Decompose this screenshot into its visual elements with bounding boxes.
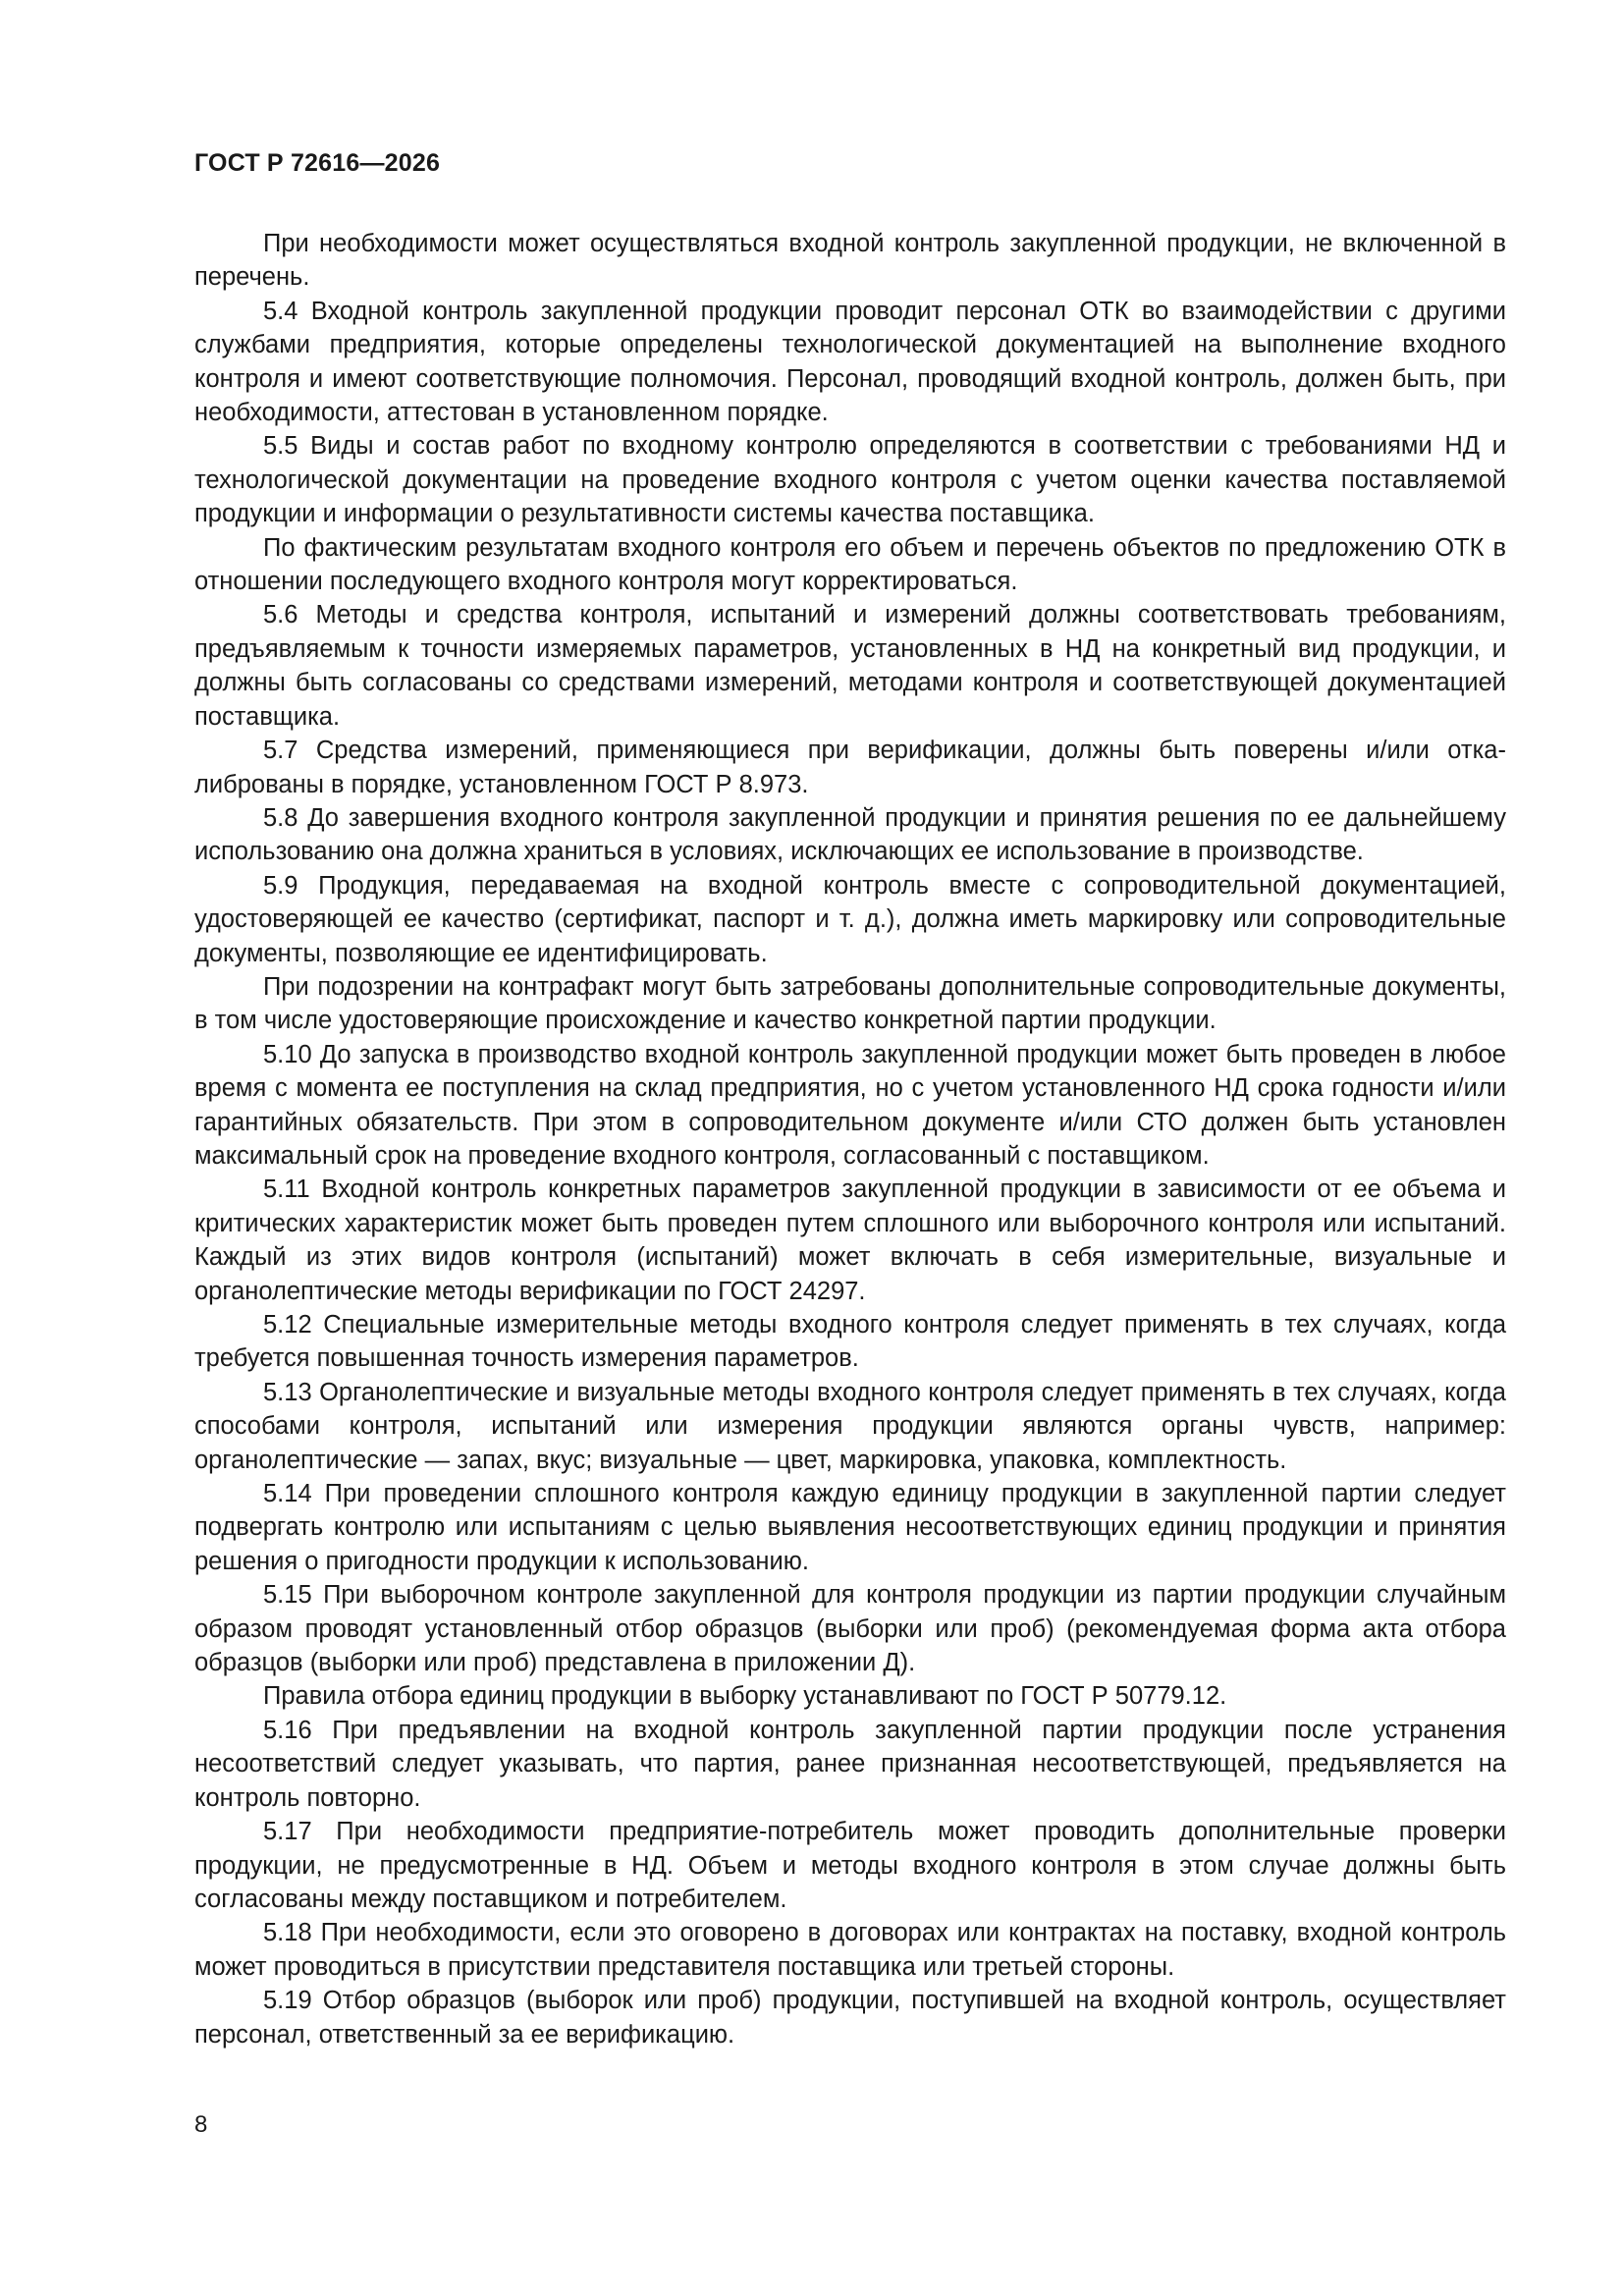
clause-5-19: 5.19 Отбор образцов (выборок или проб) продукции, поступившей на входной контроль, осуществляет персонал, ответственный за ее верификацию. <box>194 1987 1506 2049</box>
paragraph: По фактическим результатам входного контроля его объем и перечень объектов по предложению ОТК в отношении последующего входного контроля могут корректироваться. <box>194 533 1506 596</box>
body-text <box>194 227 1506 2051</box>
clause-5-10: 5.10 До запуска в производство входной контроль закупленной продукции может быть проведен в любое время с момента ее поступления на склад предприятия, но с учетом установленного НД срока годности и/или гарантийных обязательств. При этом в сопроводительном документе и/или СТО должен быть установлен максимальный срок на проведение входного контроля, согласованный с поставщиком. <box>194 1040 1506 1170</box>
paragraph: Правила отбора единиц продукции в выборку устанавливают по ГОСТ Р 50779.12. <box>263 1682 1227 1711</box>
clause-5-6: 5.6 Методы и средства контроля, испытаний и измерений должны соответствовать требованиям, предъявляемым к точности измеряемых параметров, установленных в НД на конкретный вид продукции, и должны быть согласованы со средствами измерений, методами контроля и соответствующей документацией поставщика. <box>194 601 1506 731</box>
clause-5-16: 5.16 При предъявлении на входной контроль закупленной партии продукции после устранения несоответствий следует указывать, что партия, ранее признанная несоответствующей, предъявляется на контроль повторно. <box>194 1716 1506 1812</box>
paragraph: При подозрении на контрафакт могут быть затребованы дополнительные сопроводительные документы, в том числе удостоверяющие происхождение и качество конкретной партии продукции. <box>194 972 1506 1035</box>
clause-5-11: 5.11 Входной контроль конкретных параметров закупленной продукции в зависимости от ее объема и критических характеристик может быть проведен путем сплошного или выборочного контроля или испытаний. Каждый из этих видов контроля (испытаний) может включать в себя измерительные, визуальные и органолептические методы верификации по ГОСТ 24297. <box>194 1175 1506 1305</box>
clause-5-13: 5.13 Органолептические и визуальные методы входного контроля следует применять в тех случаях, когда способами контроля, испытаний или измерения продукции являются органы чувств, например: органолептические — запах, вкус; визуальные — цвет, маркировка, упаковка, комплектность. <box>194 1378 1506 1474</box>
clause-5-12: 5.12 Специальные измерительные методы входного контроля следует применять в тех случаях, когда требуется повышенная точность измерения параметров. <box>194 1311 1506 1373</box>
page-number: 8 <box>194 2111 208 2138</box>
clause-5-4: 5.4 Входной контроль закупленной продукции проводит персонал ОТК во взаимодействии с другими службами предприятия, которые определены технологической документацией на выполнение входного контроля и имеют соответствующие полномочия. Персонал, проводящий входной контроль, должен быть, при необходимости, аттестован в установленном порядке. <box>194 297 1506 427</box>
clause-5-18: 5.18 При необходимости, если это оговорено в договорах или контрактах на поставку, входной контроль может проводиться в присутствии представителя поставщика или третьей стороны. <box>194 1919 1506 1981</box>
clause-5-8: 5.8 До завершения входного контроля закупленной продукции и принятия решения по ее дальнейшему использованию она должна храниться в условиях, исключающих ее использование в производстве. <box>194 803 1506 866</box>
clause-5-15: 5.15 При выборочном контроле закупленной для контроля продукции из партии продукции случайным образом проводят установленный отбор образцов (выборки или проб) (рекомендуемая форма акта отбора образцов (выборки или проб) представлена в приложении Д). <box>194 1581 1506 1677</box>
clause-5-14: 5.14 При проведении сплошного контроля каждую единицу продукции в закупленной партии следует подвергать контролю или испытаниям с целью выявления несоответствующих единиц продукции и принятия решения о пригодности продукции к использованию. <box>194 1480 1506 1575</box>
clause-5-7: 5.7 Средства измерений, применяющиеся при верификации, должны быть поверены и/или откалиброваны в порядке, установленном ГОСТ Р 8.973. <box>194 737 1506 798</box>
paragraph: При необходимости может осуществляться входной контроль закупленной продукции, не включенной в перечень. <box>194 230 1506 292</box>
clause-5-17: 5.17 При необходимости предприятие-потребитель может проводить дополнительные проверки продукции, не предусмотренные в НД. Объем и методы входного контроля в этом случае должны быть согласованы между поставщиком и потребителем. <box>194 1818 1506 1913</box>
document-header: ГОСТ Р 72616—2026 <box>194 149 441 177</box>
clause-5-5: 5.5 Виды и состав работ по входному контролю определяются в соответствии с требованиями НД и технологической документации на проведение входного контроля с учетом оценки качества поставляемой продукции и информации о результативности системы качества поставщика. <box>194 432 1506 528</box>
clause-5-9: 5.9 Продукция, передаваемая на входной контроль вместе с сопроводительной документацией, удостоверяющей ее качество (сертификат, паспорт и т. д.), должна иметь маркировку или сопроводительные документы, позволяющие ее идентифицировать. <box>194 871 1506 967</box>
